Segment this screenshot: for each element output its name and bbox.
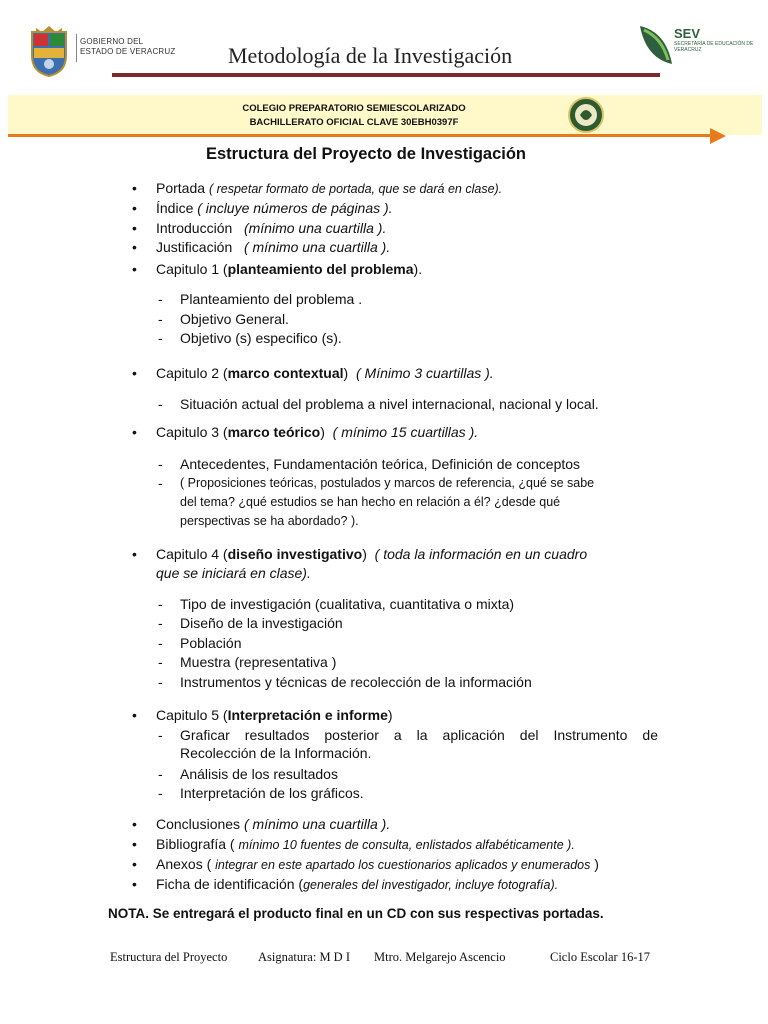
sub-item-multiline: Graficar resultados posterior a la aplicación del Instrumento de Recolección de la Información. [180,727,658,761]
list-item-introduccion: Introducción (mínimo una cuartilla ). [156,220,387,236]
sub-item: Diseño de la investigación [180,615,343,631]
sub-item: Muestra (representativa ) [180,654,337,670]
footer-document-name: Estructura del Proyecto [110,950,228,964]
sub-item-multiline: ( Proposiciones teóricas, postulados y marcos de referencia, ¿qué se sabe del tema? ¿qué estudios se han hecho en relación a él? ¿desde qué perspectivas se ha abordado? ). [180,476,595,528]
dash-icon: - [158,785,163,801]
bullet-icon: • [132,876,137,892]
list-item-portada: Portada ( respetar formato de portada, que se dará en clase). [156,180,503,196]
section-title: Estructura del Proyecto de Investigación [206,145,527,163]
school-emblem-icon [568,97,604,133]
list-item-capitulo-3: Capitulo 3 (marco teórico) ( mínimo 15 cuartillas ). [156,424,479,440]
bullet-icon: • [132,239,137,255]
sub-item: Interpretación de los gráficos. [180,785,364,801]
list-item-capitulo-1: Capitulo 1 (planteamiento del problema). [156,261,423,277]
dash-icon: - [158,635,163,651]
dash-icon: - [158,766,163,782]
bullet-icon: • [132,546,137,562]
footer-subject: Asignatura: M D I [258,950,350,964]
banner-arrow-line [8,134,714,137]
dash-icon: - [158,674,163,690]
sub-item: Objetivo (s) especifico (s). [180,330,342,346]
sub-item: Planteamiento del problema . [180,291,363,307]
dash-icon: - [158,615,163,631]
list-item-anexos: Anexos ( integrar en este apartado los cuestionarios aplicados y enumerados ) [156,856,599,872]
list-item-bibliografia: Bibliografía ( mínimo 10 fuentes de consulta, enlistados alfabéticamente ). [156,836,575,852]
title-rule [112,73,660,77]
list-item-capitulo-4: Capitulo 4 (diseño investigativo) ( toda la información en un cuadro que se iniciará en clase). [156,546,588,581]
page-title: Metodología de la Investigación [228,43,513,68]
arrow-right-icon [710,128,726,144]
bullet-icon: • [132,707,137,723]
bullet-icon: • [132,180,137,196]
list-item-capitulo-5: Capitulo 5 (Interpretación e informe) [156,707,393,723]
dash-icon: - [158,396,163,412]
dash-icon: - [158,291,163,307]
dash-icon: - [158,727,163,743]
sev-acronym: SEV [674,26,701,41]
bullet-icon: • [132,856,137,872]
bullet-icon: • [132,200,137,216]
dash-icon: - [158,311,163,327]
sev-subtitle: SECRETARÍA DE EDUCACIÓN DE VERACRUZ [674,41,754,53]
note-text: NOTA. Se entregará el producto final en un CD con sus respectivas portadas. [108,906,604,921]
dash-icon: - [158,654,163,670]
sub-item: Instrumentos y técnicas de recolección de la información [180,674,532,690]
list-item-ficha: Ficha de identificación (generales del investigador, incluye fotografía). [156,876,559,892]
bullet-icon: • [132,220,137,236]
list-item-conclusiones: Conclusiones ( mínimo una cuartilla ). [156,816,391,832]
bullet-icon: • [132,261,137,277]
list-item-capitulo-2: Capitulo 2 (marco contextual) ( Mínimo 3 cuartillas ). [156,365,494,381]
gov-line-1: GOBIERNO DEL [80,37,144,46]
gov-line-2: ESTADO DE VERACRUZ [80,47,176,56]
dash-icon: - [158,475,163,491]
banner-school-key: BACHILLERATO OFICIAL CLAVE 30EBH0397F [249,117,459,128]
footer-teacher: Mtro. Melgarejo Ascencio [374,950,506,964]
school-banner [8,95,762,135]
bullet-icon: • [132,836,137,852]
sub-item: Antecedentes, Fundamentación teórica, Definición de conceptos [180,456,581,472]
bullet-icon: • [132,424,137,440]
sev-label [674,26,754,53]
dash-icon: - [158,596,163,612]
sub-item: Población [180,635,242,651]
dash-icon: - [158,330,163,346]
sev-leaf-icon [636,22,676,68]
sub-item: Situación actual del problema a nivel internacional, nacional y local. [180,396,599,412]
government-label [80,37,175,57]
footer-school-year: Ciclo Escolar 16-17 [550,950,650,964]
bullet-icon: • [132,365,137,381]
bullet-icon: • [132,816,137,832]
sub-item: Objetivo General. [180,311,289,327]
list-item-indice: Índice ( incluye números de páginas ). [156,200,393,216]
veracruz-coat-of-arms-icon [24,24,74,78]
dash-icon: - [158,456,163,472]
banner-school-name: COLEGIO PREPARATORIO SEMIESCOLARIZADO [242,103,466,114]
sub-item: Análisis de los resultados [180,766,338,782]
header-divider [76,34,77,62]
list-item-justificacion: Justificación ( mínimo una cuartilla ). [156,239,391,255]
sub-item: Tipo de investigación (cualitativa, cuantitativa o mixta) [180,596,515,612]
